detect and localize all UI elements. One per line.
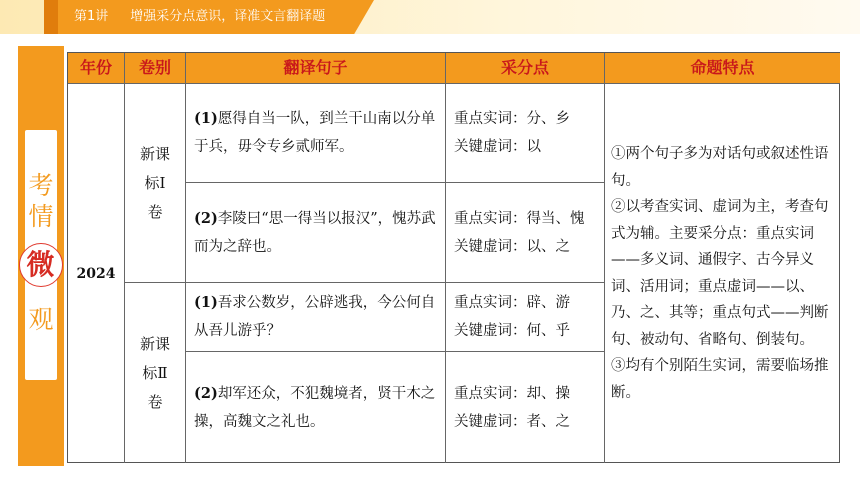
sentence-cell-2: (2)李陵曰“思一得当以报汉”，愧苏武而为之辞也。 [186, 183, 446, 283]
header-tab-accent [44, 0, 58, 34]
side-char-guan: 观 [28, 305, 54, 334]
header-points: 采分点 [446, 53, 605, 84]
sentence-cell-3: (1)吾求公数岁，公辟逃我，今公何自从吾儿游乎？ [186, 283, 446, 352]
header-features: 命题特点 [605, 53, 840, 84]
sentence-cell-1: (1)愿得自当一队，到兰干山南以分单于兵，毋令专乡贰师军。 [186, 84, 446, 183]
paper-2-cell: 新课 标Ⅱ 卷 [125, 283, 186, 463]
feature-1: ①两个句子多为对话句或叙述性语句。 [611, 146, 829, 189]
features-cell [605, 84, 840, 463]
seal-stamp [19, 243, 63, 287]
points-cell-2: 重点实词：得当、愧 关键虚词：以、之 [446, 183, 605, 283]
header-paper: 卷别 [125, 53, 186, 84]
header-year: 年份 [68, 53, 125, 84]
feature-2: ②以考查实词、虚词为主，考查句式为辅。主要采分点：重点实词——多义词、通假字、古今异义词、活用词；重点虚词——以、乃、之、其等；重点句式——判断句、被动句、省略句、倒装句。 [611, 199, 829, 348]
paper-1-cell: 新课 标Ⅰ 卷 [125, 84, 186, 283]
side-char-qing: 情 [28, 202, 54, 231]
lecture-title: 增强采分点意识，译准文言翻译题 [130, 9, 326, 24]
year-cell: 2024 [68, 84, 125, 463]
exam-analysis-table [67, 52, 840, 463]
side-char-kao: 考 [28, 171, 54, 200]
points-cell-1: 重点实词：分、乡 关键虚词：以 [446, 84, 605, 183]
header-title [74, 0, 325, 34]
header-sentence: 翻译句子 [186, 53, 446, 84]
lecture-number: 第1讲 [74, 9, 109, 24]
seal-char-wei: 微 [26, 248, 55, 281]
points-cell-3: 重点实词：辟、游 关键虚词：何、乎 [446, 283, 605, 352]
feature-3: ③均有个别陌生实词，需要临场推断。 [611, 358, 829, 401]
points-cell-4: 重点实词：却、操 关键虚词：者、之 [446, 352, 605, 463]
sentence-cell-4: (2)却军还众，不犯魏境者，贤干木之操，高魏文之礼也。 [186, 352, 446, 463]
